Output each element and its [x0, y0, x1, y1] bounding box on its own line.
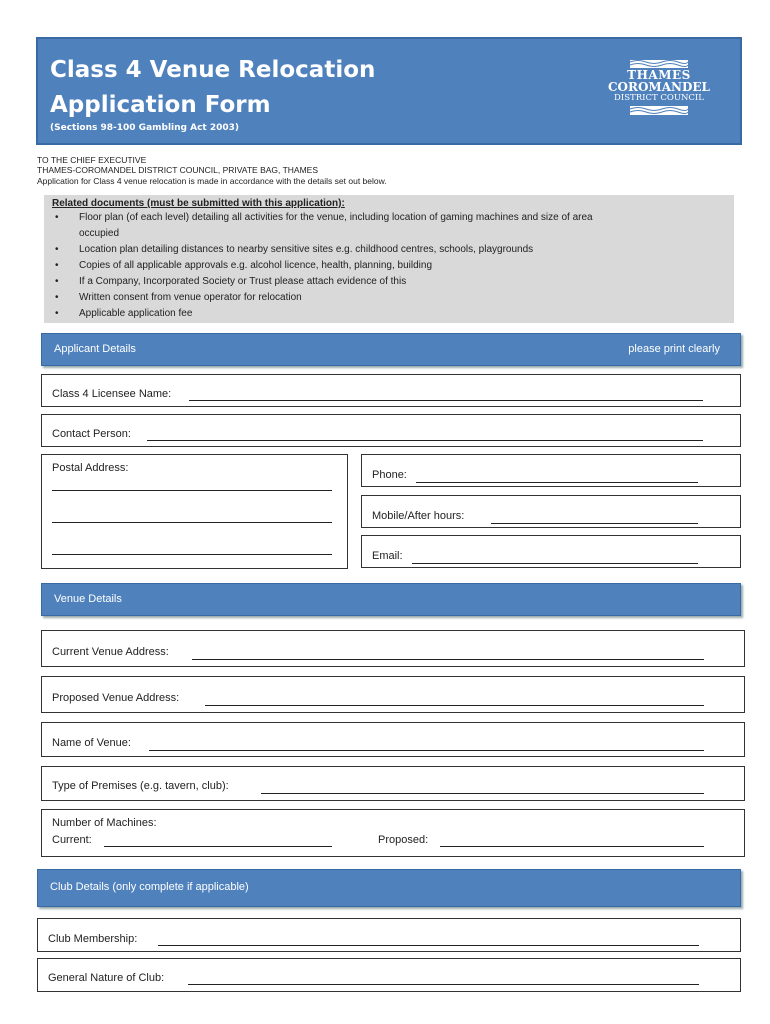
premises-type-input-line[interactable]: [261, 793, 704, 794]
form-subtitle: (Sections 98-100 Gambling Act 2003): [50, 123, 240, 133]
field-label: Proposed:: [378, 834, 429, 846]
phone-field[interactable]: [361, 454, 741, 487]
club-membership-input-line[interactable]: [158, 945, 699, 946]
section-club-details: [37, 869, 741, 907]
list-item: • If a Company, Incorporated Society or Trust please attach evidence of this: [52, 274, 734, 290]
related-documents-heading: Related documents (must be submitted with this application):: [52, 198, 345, 209]
proposed-venue-address-input-line[interactable]: [205, 705, 704, 706]
bullet-icon: •: [55, 244, 59, 255]
list-item: • Copies of all applicable approvals e.g. alcohol licence, health, planning, building: [52, 258, 734, 274]
postal-address-line-3[interactable]: [52, 554, 332, 555]
club-membership-field[interactable]: [37, 918, 741, 952]
bullet-icon: •: [55, 308, 59, 319]
list-item: • Floor plan (of each level) detailing all activities for the venue, including location of gaming machines and size of area: [52, 210, 734, 226]
bullet-icon: •: [55, 212, 59, 223]
venue-name-field[interactable]: [41, 722, 745, 757]
venue-name-input-line[interactable]: [149, 750, 704, 751]
list-item: • Location plan detailing distances to nearby sensitive sites e.g. childhood centres, schools, playgrounds: [52, 242, 734, 258]
addressee-line: THAMES-COROMANDEL DISTRICT COUNCIL, PRIVATE BAG, THAMES: [37, 165, 319, 175]
bullet-icon: •: [55, 260, 59, 271]
phone-input-line[interactable]: [416, 482, 698, 483]
related-documents-list: [52, 210, 734, 322]
proposed-venue-address-field[interactable]: [41, 676, 745, 713]
postal-address-line-1[interactable]: [52, 490, 332, 491]
field-label: Class 4 Licensee Name:: [52, 388, 172, 400]
mobile-field[interactable]: [361, 495, 741, 528]
field-label: Email:: [372, 550, 403, 562]
section-applicant-details: [41, 333, 741, 366]
header-banner: [36, 37, 742, 145]
field-label: Proposed Venue Address:: [52, 692, 180, 704]
bullet-icon: •: [55, 276, 59, 287]
field-label: Mobile/After hours:: [372, 510, 465, 522]
list-item: • Written consent from venue operator for relocation: [52, 290, 734, 306]
machines-current-input-line[interactable]: [104, 846, 332, 847]
section-venue-details: [41, 583, 741, 616]
addressee-line: TO THE CHIEF EXECUTIVE: [37, 155, 147, 165]
field-label: Current:: [52, 834, 92, 846]
premises-type-field[interactable]: [41, 766, 745, 801]
machines-field[interactable]: [41, 809, 745, 857]
list-item: • Applicable application fee: [52, 306, 734, 322]
list-item-continuation: occupied: [79, 228, 120, 239]
field-label: Contact Person:: [52, 428, 131, 440]
addressee-line: Application for Class 4 venue relocation is made in accordance with the details set out below.: [37, 176, 387, 186]
club-nature-input-line[interactable]: [188, 984, 699, 985]
field-label: Number of Machines:: [52, 817, 157, 829]
email-field[interactable]: [361, 535, 741, 568]
section-note: please print clearly: [628, 343, 720, 355]
bullet-icon: •: [55, 292, 59, 303]
email-input-line[interactable]: [412, 563, 698, 564]
field-label: Postal Address:: [52, 462, 129, 474]
section-title: Venue Details: [54, 593, 122, 605]
current-venue-address-input-line[interactable]: [192, 659, 704, 660]
form-title: Class 4 Venue Relocation Application Form: [50, 57, 376, 118]
field-label: Type of Premises (e.g. tavern, club):: [52, 780, 229, 792]
wave-icon: [628, 105, 690, 117]
club-nature-field[interactable]: [37, 958, 741, 992]
field-label: Club Membership:: [48, 933, 138, 945]
current-venue-address-field[interactable]: [41, 630, 745, 667]
related-documents-box: [44, 195, 734, 323]
section-title: Club Details (only complete if applicable): [50, 881, 249, 893]
council-logo: THAMES COROMANDEL DISTRICT COUNCIL: [604, 59, 714, 129]
field-label: Phone:: [372, 469, 407, 481]
licensee-name-field[interactable]: [41, 374, 741, 407]
contact-person-field[interactable]: [41, 414, 741, 447]
field-label: General Nature of Club:: [48, 972, 165, 984]
contact-person-input-line[interactable]: [147, 440, 703, 441]
field-label: Name of Venue:: [52, 737, 131, 749]
licensee-name-input-line[interactable]: [189, 400, 703, 401]
postal-address-field[interactable]: [41, 454, 348, 569]
machines-proposed-input-line[interactable]: [440, 846, 704, 847]
mobile-input-line[interactable]: [491, 523, 698, 524]
section-title: Applicant Details: [54, 343, 136, 355]
field-label: Current Venue Address:: [52, 646, 169, 658]
postal-address-line-2[interactable]: [52, 522, 332, 523]
